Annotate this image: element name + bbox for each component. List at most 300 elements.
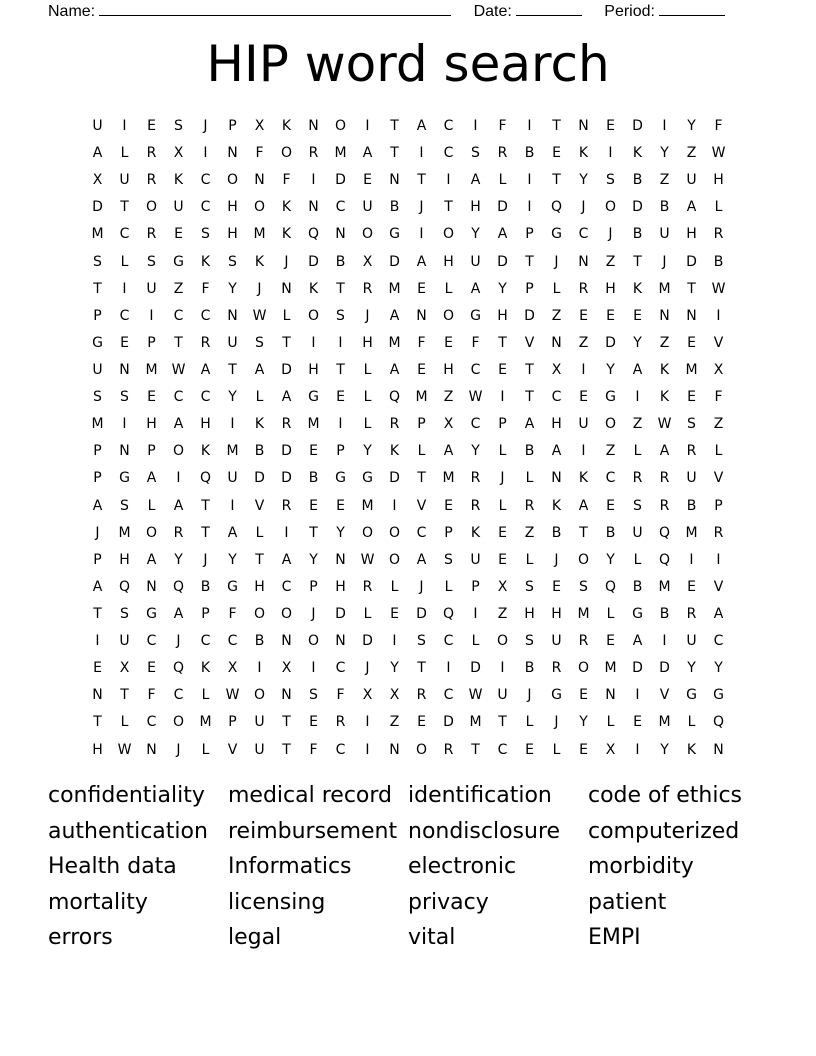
grid-letter: Q	[658, 524, 671, 541]
grid-letter: L	[714, 443, 723, 460]
grid-letter: Y	[714, 660, 723, 677]
grid-letter: M	[145, 362, 158, 379]
grid-letter: C	[470, 416, 481, 433]
word-list-item: medical record	[228, 783, 393, 808]
grid-letter: C	[497, 741, 508, 758]
grid-letter: B	[524, 145, 535, 162]
grid-letter: O	[172, 714, 185, 731]
grid-letter: K	[281, 226, 292, 243]
grid-letter: O	[496, 633, 509, 650]
grid-letter: O	[334, 118, 347, 135]
grid-letter: O	[577, 551, 590, 568]
grid-row	[84, 520, 732, 547]
grid-letter: H	[227, 199, 238, 216]
grid-letter: U	[254, 741, 265, 758]
grid-letter: T	[228, 362, 237, 379]
grid-letter: J	[608, 226, 613, 243]
grid-letter: V	[713, 470, 724, 487]
grid-letter: T	[201, 497, 210, 514]
grid-letter: U	[146, 280, 157, 297]
word-list-item: reimbursement	[228, 818, 398, 844]
grid-letter: S	[174, 118, 183, 135]
grid-letter: C	[119, 226, 130, 243]
grid-letter: T	[525, 362, 534, 379]
grid-letter: L	[363, 606, 372, 623]
grid-letter: J	[554, 551, 559, 568]
grid-letter: V	[227, 741, 238, 758]
grid-letter: A	[497, 226, 508, 243]
grid-letter: M	[91, 416, 104, 433]
grid-letter: T	[687, 280, 696, 297]
grid-letter: A	[551, 443, 562, 460]
grid-letter: N	[659, 307, 670, 324]
grid-letter: M	[361, 497, 374, 514]
grid-letter: K	[389, 443, 400, 460]
grid-letter: D	[389, 253, 400, 270]
grid-letter: M	[415, 389, 428, 406]
grid-letter: G	[335, 470, 346, 487]
grid-letter: L	[714, 199, 723, 216]
grid-letter: C	[578, 226, 589, 243]
grid-letter: K	[632, 145, 643, 162]
grid-letter: O	[442, 226, 455, 243]
grid-letter: V	[659, 687, 670, 704]
grid-letter: T	[552, 172, 561, 189]
grid-letter: E	[147, 118, 156, 135]
grid-letter: S	[633, 497, 642, 514]
grid-letter: C	[200, 389, 211, 406]
grid-letter: T	[282, 741, 291, 758]
grid-row	[84, 249, 732, 276]
grid-letter: C	[200, 199, 211, 216]
grid-letter: Q	[388, 389, 401, 406]
grid-row	[84, 628, 732, 655]
grid-letter: Y	[228, 551, 237, 568]
grid-letter: J	[176, 633, 181, 650]
grid-letter: I	[311, 172, 316, 189]
grid-letter: C	[200, 633, 211, 650]
grid-letter: B	[524, 443, 535, 460]
grid-letter: Y	[498, 280, 507, 297]
grid-letter: B	[686, 497, 697, 514]
grid-letter: M	[442, 470, 455, 487]
grid-letter: P	[147, 443, 156, 460]
grid-letter: A	[416, 551, 427, 568]
grid-letter: P	[228, 714, 237, 731]
grid-letter: E	[687, 578, 696, 595]
grid-letter: U	[92, 118, 103, 135]
grid-letter: C	[470, 362, 481, 379]
grid-letter: K	[200, 443, 211, 460]
grid-letter: I	[392, 497, 397, 514]
grid-letter: F	[714, 389, 723, 406]
grid-letter: C	[443, 633, 454, 650]
grid-letter: H	[605, 280, 616, 297]
grid-letter: D	[497, 253, 508, 270]
grid-letter: E	[579, 741, 588, 758]
grid-letter: D	[281, 470, 292, 487]
grid-letter: I	[662, 118, 667, 135]
grid-letter: I	[203, 145, 208, 162]
grid-letter: E	[606, 307, 615, 324]
grid-letter: P	[498, 416, 507, 433]
grid-letter: Z	[605, 253, 616, 270]
grid-letter: T	[417, 660, 426, 677]
grid-letter: H	[470, 199, 481, 216]
grid-letter: E	[336, 497, 345, 514]
grid-letter: E	[93, 660, 102, 677]
grid-row	[84, 194, 732, 221]
grid-letter: E	[606, 118, 615, 135]
grid-letter: X	[605, 741, 616, 758]
grid-letter: F	[714, 118, 723, 135]
grid-letter: N	[119, 443, 130, 460]
grid-letter: Z	[659, 172, 670, 189]
grid-letter: T	[282, 334, 291, 351]
grid-letter: X	[362, 687, 373, 704]
grid-letter: Y	[309, 551, 318, 568]
grid-letter: V	[254, 497, 265, 514]
grid-letter: U	[173, 199, 184, 216]
grid-letter: C	[200, 172, 211, 189]
grid-letter: U	[470, 253, 481, 270]
grid-letter: A	[389, 362, 400, 379]
grid-letter: P	[93, 307, 102, 324]
grid-letter: U	[659, 226, 670, 243]
grid-letter: E	[579, 687, 588, 704]
grid-letter: K	[200, 660, 211, 677]
grid-letter: T	[471, 741, 480, 758]
grid-letter: R	[362, 280, 373, 297]
grid-letter: G	[551, 687, 562, 704]
grid-letter: D	[362, 633, 373, 650]
grid-letter: W	[711, 145, 726, 162]
word-list-item: identification	[408, 783, 552, 808]
grid-letter: L	[120, 714, 129, 731]
grid-letter: Y	[579, 172, 588, 189]
grid-letter: X	[92, 172, 103, 189]
grid-letter: U	[578, 416, 589, 433]
grid-letter: K	[254, 253, 265, 270]
name-label: Name:	[48, 3, 96, 20]
grid-letter: I	[338, 416, 343, 433]
grid-letter: K	[551, 497, 562, 514]
grid-letter: N	[416, 307, 427, 324]
grid-letter: X	[119, 660, 130, 677]
grid-letter: I	[527, 199, 532, 216]
grid-letter: B	[632, 578, 643, 595]
grid-letter: A	[92, 497, 103, 514]
grid-letter: D	[443, 714, 454, 731]
grid-row	[84, 574, 732, 601]
grid-letter: I	[338, 334, 343, 351]
grid-letter: T	[552, 118, 561, 135]
grid-letter: A	[146, 470, 157, 487]
grid-letter: R	[578, 633, 589, 650]
grid-letter: N	[605, 687, 616, 704]
word-list-item: Informatics	[228, 854, 352, 879]
grid-letter: D	[389, 470, 400, 487]
grid-letter: N	[146, 741, 157, 758]
grid-letter: L	[444, 280, 453, 297]
grid-letter: S	[417, 633, 426, 650]
grid-letter: E	[174, 226, 183, 243]
grid-letter: F	[282, 172, 291, 189]
grid-letter: K	[200, 253, 211, 270]
grid-letter: U	[227, 470, 238, 487]
word-list-item: licensing	[228, 889, 326, 915]
grid-letter: R	[551, 660, 562, 677]
grid-letter: M	[91, 226, 104, 243]
grid-letter: Q	[712, 714, 725, 731]
grid-row	[84, 601, 732, 628]
grid-row	[84, 221, 732, 248]
grid-letter: I	[500, 660, 505, 677]
grid-letter: Y	[579, 714, 588, 731]
grid-letter: H	[335, 578, 346, 595]
grid-letter: R	[335, 714, 346, 731]
grid-letter: N	[92, 687, 103, 704]
grid-letter: P	[444, 524, 453, 541]
grid-letter: A	[254, 362, 265, 379]
grid-letter: D	[632, 118, 643, 135]
grid-letter: R	[686, 443, 697, 460]
word-list-item: patient	[588, 889, 667, 915]
grid-letter: T	[336, 362, 345, 379]
grid-letter: K	[254, 416, 265, 433]
grid-letter: C	[605, 470, 616, 487]
grid-letter: T	[282, 714, 291, 731]
grid-letter: L	[201, 687, 210, 704]
grid-letter: G	[389, 226, 400, 243]
grid-letter: M	[334, 145, 347, 162]
grid-letter: I	[635, 741, 640, 758]
grid-letter: N	[713, 741, 724, 758]
grid-letter: V	[713, 578, 724, 595]
grid-letter: C	[335, 660, 346, 677]
grid-row	[84, 682, 732, 709]
grid-letter: L	[498, 443, 507, 460]
grid-letter: A	[389, 307, 400, 324]
grid-letter: R	[713, 226, 724, 243]
grid-letter: E	[525, 741, 534, 758]
grid-letter: I	[230, 416, 235, 433]
grid-letter: S	[336, 307, 345, 324]
grid-letter: L	[363, 389, 372, 406]
grid-letter: S	[93, 389, 102, 406]
grid-letter: U	[632, 524, 643, 541]
word-list-item: privacy	[408, 889, 489, 915]
grid-letter: S	[147, 253, 156, 270]
grid-letter: F	[255, 145, 264, 162]
grid-letter: A	[416, 118, 427, 135]
grid-letter: U	[497, 687, 508, 704]
grid-letter: R	[389, 416, 400, 433]
grid-letter: M	[118, 524, 131, 541]
grid-letter: R	[497, 145, 508, 162]
grid-letter: P	[147, 334, 156, 351]
grid-letter: E	[498, 362, 507, 379]
grid-letter: S	[228, 253, 237, 270]
grid-letter: Y	[471, 226, 480, 243]
grid-row	[84, 113, 732, 140]
grid-letter: M	[577, 606, 590, 623]
grid-letter: A	[92, 578, 103, 595]
grid-letter: O	[172, 443, 185, 460]
grid-letter: O	[280, 145, 293, 162]
grid-letter: X	[173, 145, 184, 162]
grid-letter: D	[281, 362, 292, 379]
grid-letter: M	[469, 714, 482, 731]
grid-letter: I	[716, 551, 721, 568]
grid-letter: Q	[550, 199, 563, 216]
grid-letter: T	[255, 551, 264, 568]
grid-letter: P	[93, 443, 102, 460]
grid-letter: N	[227, 145, 238, 162]
grid-letter: V	[713, 334, 724, 351]
grid-letter: B	[335, 253, 346, 270]
grid-letter: O	[226, 172, 239, 189]
grid-letter: N	[281, 633, 292, 650]
grid-letter: N	[308, 199, 319, 216]
grid-letter: G	[686, 687, 697, 704]
grid-letter: E	[633, 307, 642, 324]
grid-letter: M	[658, 280, 671, 297]
grid-letter: N	[308, 118, 319, 135]
grid-letter: H	[713, 172, 724, 189]
grid-letter: T	[93, 280, 102, 297]
grid-row	[84, 357, 732, 384]
grid-letter: A	[659, 443, 670, 460]
grid-letter: M	[307, 416, 320, 433]
word-list-item: errors	[48, 925, 113, 950]
date-label: Date:	[473, 3, 512, 20]
grid-letter: J	[554, 714, 559, 731]
grid-letter: S	[579, 578, 588, 595]
grid-letter: T	[336, 280, 345, 297]
word-list-item: vital	[408, 925, 456, 950]
grid-letter: A	[173, 497, 184, 514]
grid-letter: D	[632, 660, 643, 677]
grid-letter: T	[498, 714, 507, 731]
grid-letter: A	[281, 389, 292, 406]
grid-letter: E	[444, 334, 453, 351]
date-blank	[516, 0, 582, 16]
grid-letter: L	[525, 551, 534, 568]
grid-letter: I	[257, 660, 262, 677]
grid-letter: I	[149, 307, 154, 324]
grid-letter: A	[227, 524, 238, 541]
grid-letter: G	[308, 389, 319, 406]
grid-letter: O	[442, 307, 455, 324]
grid-letter: B	[659, 606, 670, 623]
grid-letter: L	[120, 253, 129, 270]
grid-letter: I	[419, 145, 424, 162]
grid-row	[84, 330, 732, 357]
student-info-header	[48, 0, 725, 21]
grid-letter: A	[632, 633, 643, 650]
grid-letter: L	[147, 497, 156, 514]
grid-letter: E	[552, 145, 561, 162]
grid-letter: X	[443, 416, 454, 433]
grid-letter: S	[120, 497, 129, 514]
grid-letter: E	[336, 389, 345, 406]
grid-letter: O	[415, 741, 428, 758]
grid-letter: I	[446, 172, 451, 189]
grid-letter: D	[416, 606, 427, 623]
grid-letter: I	[635, 389, 640, 406]
grid-letter: N	[578, 253, 589, 270]
grid-letter: B	[632, 172, 643, 189]
grid-letter: Y	[660, 741, 669, 758]
grid-letter: O	[604, 416, 617, 433]
grid-letter: M	[199, 714, 212, 731]
grid-letter: E	[633, 714, 642, 731]
grid-letter: S	[525, 578, 534, 595]
grid-letter: A	[470, 172, 481, 189]
grid-letter: U	[551, 633, 562, 650]
grid-letter: B	[200, 578, 211, 595]
grid-letter: I	[608, 145, 613, 162]
grid-letter: R	[632, 470, 643, 487]
grid-letter: C	[173, 687, 184, 704]
grid-letter: W	[360, 551, 375, 568]
grid-letter: E	[309, 443, 318, 460]
grid-letter: Q	[307, 226, 320, 243]
grid-letter: S	[93, 253, 102, 270]
grid-letter: P	[201, 606, 210, 623]
grid-letter: S	[120, 389, 129, 406]
grid-letter: D	[92, 199, 103, 216]
grid-letter: D	[632, 199, 643, 216]
grid-letter: I	[284, 524, 289, 541]
grid-letter: J	[554, 253, 559, 270]
grid-letter: A	[146, 551, 157, 568]
grid-letter: B	[254, 443, 265, 460]
grid-letter: S	[606, 172, 615, 189]
grid-letter: E	[417, 714, 426, 731]
grid-letter: A	[632, 362, 643, 379]
grid-letter: T	[120, 687, 129, 704]
grid-letter: E	[498, 551, 507, 568]
grid-letter: P	[309, 578, 318, 595]
grid-letter: N	[686, 307, 697, 324]
grid-letter: I	[527, 172, 532, 189]
grid-letter: J	[527, 687, 532, 704]
grid-letter: H	[146, 416, 157, 433]
grid-letter: R	[659, 470, 670, 487]
grid-letter: R	[281, 416, 292, 433]
grid-letter: X	[227, 660, 238, 677]
grid-letter: I	[500, 389, 505, 406]
grid-letter: P	[93, 551, 102, 568]
grid-row	[84, 438, 732, 465]
grid-letter: L	[633, 443, 642, 460]
grid-letter: N	[578, 118, 589, 135]
grid-letter: G	[173, 253, 184, 270]
grid-letter: X	[713, 362, 724, 379]
grid-letter: R	[713, 524, 724, 541]
grid-letter: H	[524, 606, 535, 623]
grid-letter: P	[714, 497, 723, 514]
grid-letter: I	[527, 118, 532, 135]
grid-letter: F	[309, 741, 318, 758]
grid-letter: E	[606, 497, 615, 514]
grid-letter: Q	[172, 660, 185, 677]
grid-row	[84, 140, 732, 167]
grid-row	[84, 303, 732, 330]
grid-letter: E	[363, 172, 372, 189]
